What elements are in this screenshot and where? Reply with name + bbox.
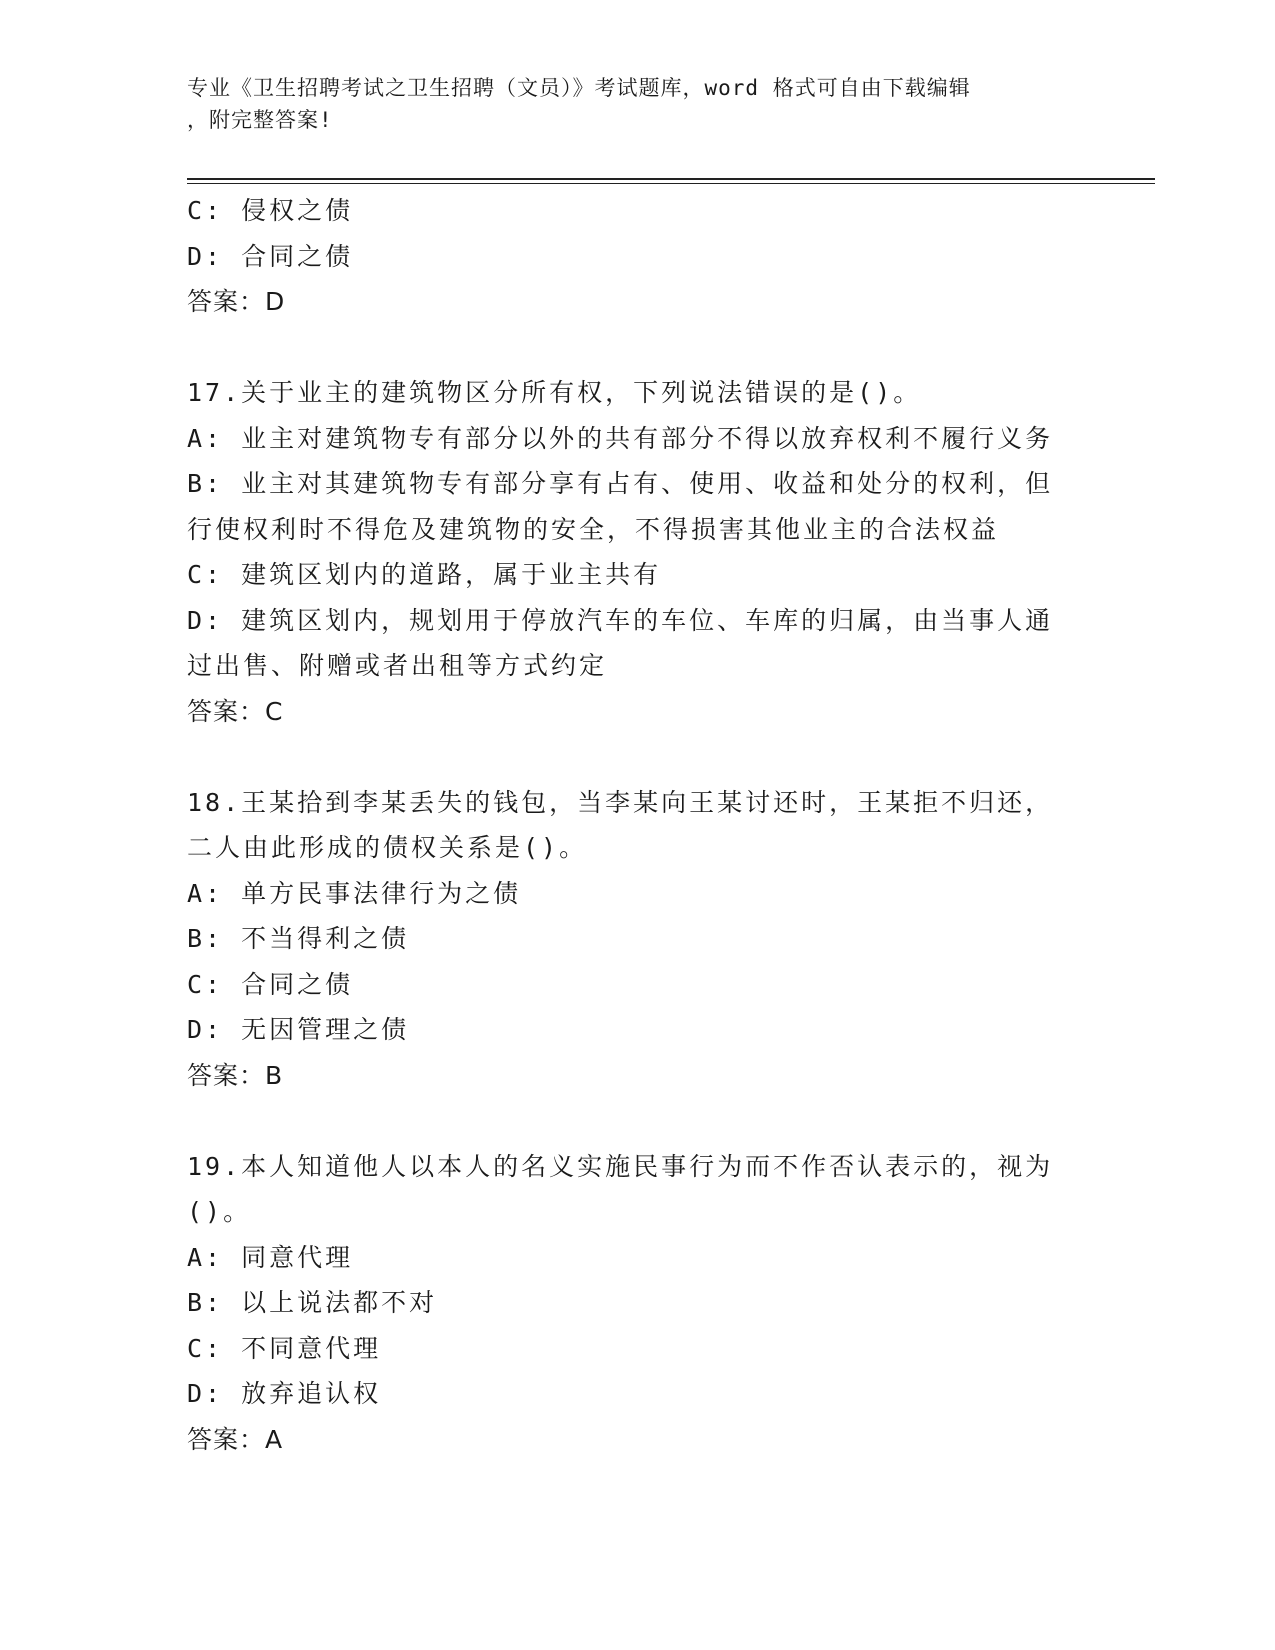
option-c: C: 建筑区划内的道路，属于业主共有 — [187, 560, 662, 589]
header-divider-thick — [187, 178, 1155, 180]
spacer — [187, 734, 1077, 780]
option-b: B: 以上说法都不对 — [187, 1288, 438, 1317]
option-a: A: 单方民事法律行为之债 — [187, 878, 522, 908]
option-b: B: 不当得利之债 — [187, 924, 410, 953]
question-stem-continued: ()。 — [187, 1197, 252, 1226]
question-18 — [187, 780, 1077, 1099]
question-stem-continued: 二人由此形成的债权关系是()。 — [187, 833, 588, 862]
answer-line: 答案：C — [187, 696, 284, 726]
option-c: C: 侵权之债 — [187, 196, 354, 225]
header-divider-thin — [187, 183, 1155, 184]
option-d-continued: 过出售、附赠或者出租等方式约定 — [187, 651, 608, 680]
question-19 — [187, 1144, 1077, 1463]
answer-line: 答案：B — [187, 1060, 284, 1090]
option-b-continued: 行使权利时不得危及建筑物的安全，不得损害其他业主的合法权益 — [187, 514, 1000, 544]
option-d: D: 建筑区划内，规划用于停放汽车的车位、车库的归属，由当事人通 — [187, 605, 1054, 635]
question-stem: 18.王某拾到李某丢失的钱包，当李某向王某讨还时，王某拒不归还， — [187, 787, 1054, 817]
option-a: A: 同意代理 — [187, 1242, 354, 1272]
header-line-1: 专业《卫生招聘考试之卫生招聘（文员）》考试题库，word 格式可自由下载编辑 — [187, 76, 971, 100]
question-stem: 19.本人知道他人以本人的名义实施民事行为而不作否认表示的，视为 — [187, 1151, 1054, 1181]
previous-question-tail — [187, 188, 1077, 325]
option-d: D: 放弃追认权 — [187, 1379, 382, 1408]
answer-line: 答案：A — [187, 1424, 284, 1454]
header-line-2: ，附完整答案! — [187, 108, 333, 132]
spacer — [187, 325, 1077, 371]
option-c: C: 合同之债 — [187, 969, 354, 999]
document-header — [187, 72, 1067, 136]
option-c: C: 不同意代理 — [187, 1333, 382, 1363]
question-17 — [187, 370, 1077, 734]
answer-line: 答案：D — [187, 287, 286, 316]
question-stem: 17.关于业主的建筑物区分所有权，下列说法错误的是()。 — [187, 378, 922, 407]
option-d: D: 无因管理之债 — [187, 1015, 410, 1044]
option-a: A: 业主对建筑物专有部分以外的共有部分不得以放弃权利不履行义务 — [187, 423, 1054, 453]
question-body — [187, 188, 1077, 1462]
option-b: B: 业主对其建筑物专有部分享有占有、使用、收益和处分的权利，但 — [187, 469, 1054, 498]
spacer — [187, 1098, 1077, 1144]
option-d: D: 合同之债 — [187, 241, 354, 271]
